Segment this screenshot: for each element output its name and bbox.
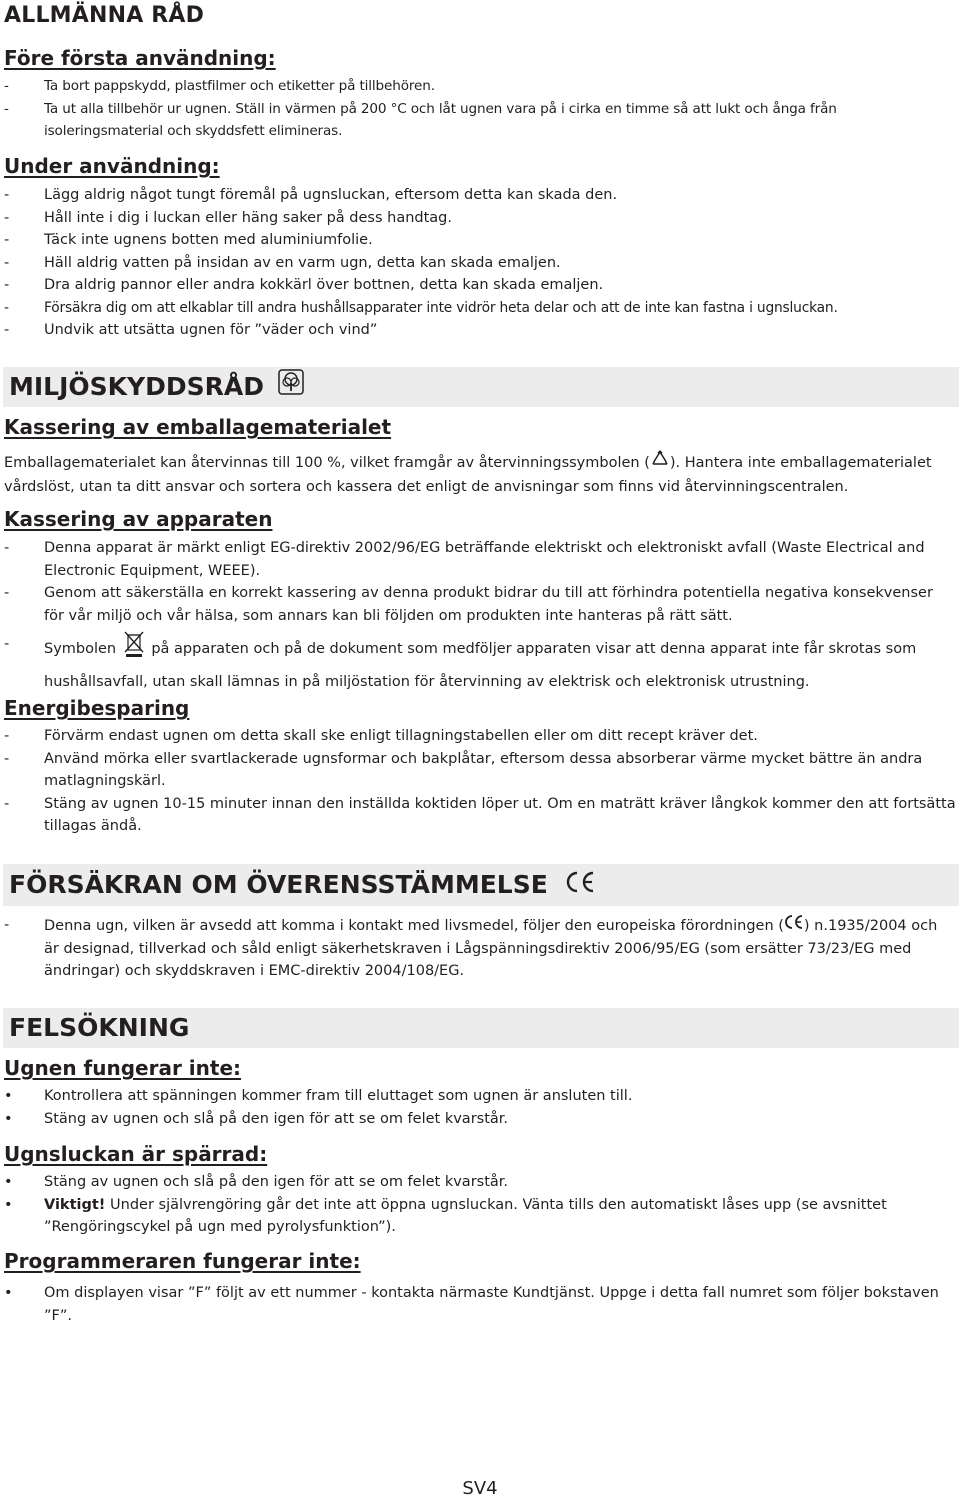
recycling-icon bbox=[650, 450, 670, 476]
section-title-conformity: FÖRSÄKRAN OM ÖVERENSSTÄMMELSE bbox=[9, 870, 548, 899]
list-item: - Lägg aldrig något tungt föremål på ugnsluckan, eftersom detta kan skada den. bbox=[4, 187, 618, 203]
section-title-environment: MILJÖSKYDDSRÅD bbox=[9, 372, 265, 401]
list-item: - Ta ut alla tillbehör ur ugnen. Ställ in värmen på 200 °C och låt ugnen vara på i cirka en timme så att lukt och ånga från isoleringsmaterial och skyddsfett elimineras. bbox=[4, 100, 837, 139]
list-item: - Använd mörka eller svartlackerade ugnsformar och bakplåtar, eftersom dessa absorberar värme mycket bättre än andra matlagningskärl. bbox=[4, 750, 923, 789]
tree-icon bbox=[277, 368, 305, 408]
list-item: - Denna apparat är märkt enligt EG-direktiv 2002/96/EG beträffande elektriskt och elektroniskt avfall (Waste Electrical and Electronic Equipment, WEEE). bbox=[4, 540, 925, 579]
heading-appliance-disposal: Kassering av apparaten bbox=[4, 507, 273, 531]
list-item: - Håll inte i dig i luckan eller häng saker på dess handtag. bbox=[4, 209, 452, 226]
list-item: - Dra aldrig pannor eller andra kokkärl över bottnen, detta kan skada emaljen. bbox=[4, 277, 604, 293]
section-bar-environment bbox=[3, 367, 959, 407]
list-item: • Viktigt! Under självrengöring går det inte att öppna ugnsluckan. Vänta tills den automatiskt låses upp (se avsnittet ”Rengöringscykel på ugn med pyrolysfunktion”). bbox=[4, 1196, 887, 1235]
list-door-locked bbox=[4, 1171, 956, 1239]
heading-energy-saving: Energibesparing bbox=[4, 696, 190, 720]
list-during-use bbox=[4, 184, 956, 342]
section-title-troubleshooting: FELSÖKNING bbox=[9, 1013, 190, 1042]
page-number: SV4 bbox=[462, 1478, 498, 1499]
list-item: - Försäkra dig om att elkablar till andra hushållsapparater inte vidrör heta delar och att de inte kan fastna i ugnsluckan. bbox=[4, 299, 838, 316]
list-item: - Stäng av ugnen 10-15 minuter innan den inställda koktiden löper ut. Om en maträtt kräver långkok kommer den att fortsätta tillagas ändå. bbox=[4, 795, 956, 834]
list-item: - Täck inte ugnens botten med aluminiumfolie. bbox=[4, 232, 373, 248]
paragraph-conformity: - Denna ugn, vilken är avsedd att komma i kontakt med livsmedel, följer den europeiska förordningen ( ) n.1935/2004 och är designad, tillverkad och såld enligt säkerhetskraven i Lågspänningsdirektiv 2006/95/EG (som ersätter 73/23/EG med ändringar) och skyddskraven i EMC-direktiv 2004/108/EG. bbox=[4, 914, 956, 983]
section-bar-conformity bbox=[3, 864, 959, 906]
list-before-first-use bbox=[4, 75, 934, 143]
list-item: - Undvik att utsätta ugnen för ”väder och vind” bbox=[4, 322, 378, 338]
heading-door-locked: Ugnsluckan är spärrad: bbox=[4, 1142, 268, 1166]
ce-mark-icon bbox=[784, 914, 804, 938]
list-energy-saving bbox=[4, 725, 956, 838]
list-item: • Stäng av ugnen och slå på den igen för att se om felet kvarstår. bbox=[4, 1174, 509, 1190]
section-title-general: ALLMÄNNA RÅD bbox=[4, 3, 205, 28]
crossed-bin-icon bbox=[123, 630, 145, 668]
list-item: - Genom att säkerställa en korrekt kassering av denna produkt bidrar du till att förhindra potentiella negativa konsekvenser för vår miljö och vår hälsa, som annars kan bli följden om produkten inte hanteras på rätt sätt. bbox=[4, 585, 933, 624]
heading-before-first-use: Före första användning: bbox=[4, 46, 276, 70]
ce-mark-icon bbox=[563, 865, 597, 907]
heading-programmer: Programmeraren fungerar inte: bbox=[4, 1249, 361, 1273]
heading-packaging: Kassering av emballagematerialet bbox=[4, 415, 392, 439]
heading-during-use: Under användning: bbox=[4, 154, 220, 178]
list-item: - Ta bort pappskydd, plastfilmer och etiketter på tillbehören. bbox=[4, 78, 435, 94]
list-item: - Förvärm endast ugnen om detta skall ske enligt tillagningstabellen eller om ditt recept kräver det. bbox=[4, 728, 758, 744]
list-item-weee-symbol: - Symbolen på apparaten och på de dokument som medföljer apparaten visar att denna apparat inte får skrotas som hushållsavfall, utan skall lämnas in på miljöstation för återvinning av elektrisk och elektronisk utrustning. bbox=[4, 630, 956, 696]
list-appliance-disposal bbox=[4, 537, 956, 627]
list-programmer bbox=[4, 1282, 956, 1327]
list-oven-not-working bbox=[4, 1085, 956, 1130]
list-item: - Häll aldrig vatten på insidan av en varm ugn, detta kan skada emaljen. bbox=[4, 254, 561, 271]
section-bar-troubleshooting bbox=[3, 1008, 959, 1048]
heading-oven-not-working: Ugnen fungerar inte: bbox=[4, 1056, 242, 1080]
paragraph-packaging: Emballagematerialet kan återvinnas till 100 %, vilket framgår av återvinningssymbolen ( ). Hantera inte emballagematerialet vårdslöst, utan ta ditt ansvar och sortera och kassera det enligt de anvisningar som finns vid återvinningscentralen. bbox=[4, 450, 956, 498]
list-item: • Om displayen visar ”F” följt av ett nummer - kontakta närmaste Kundtjänst. Uppge i detta fall numret som följer bokstaven ”F”. bbox=[4, 1285, 939, 1324]
list-item: • Kontrollera att spänningen kommer fram till eluttaget som ugnen är ansluten till. bbox=[4, 1088, 633, 1104]
list-item: • Stäng av ugnen och slå på den igen för att se om felet kvarstår. bbox=[4, 1110, 509, 1127]
